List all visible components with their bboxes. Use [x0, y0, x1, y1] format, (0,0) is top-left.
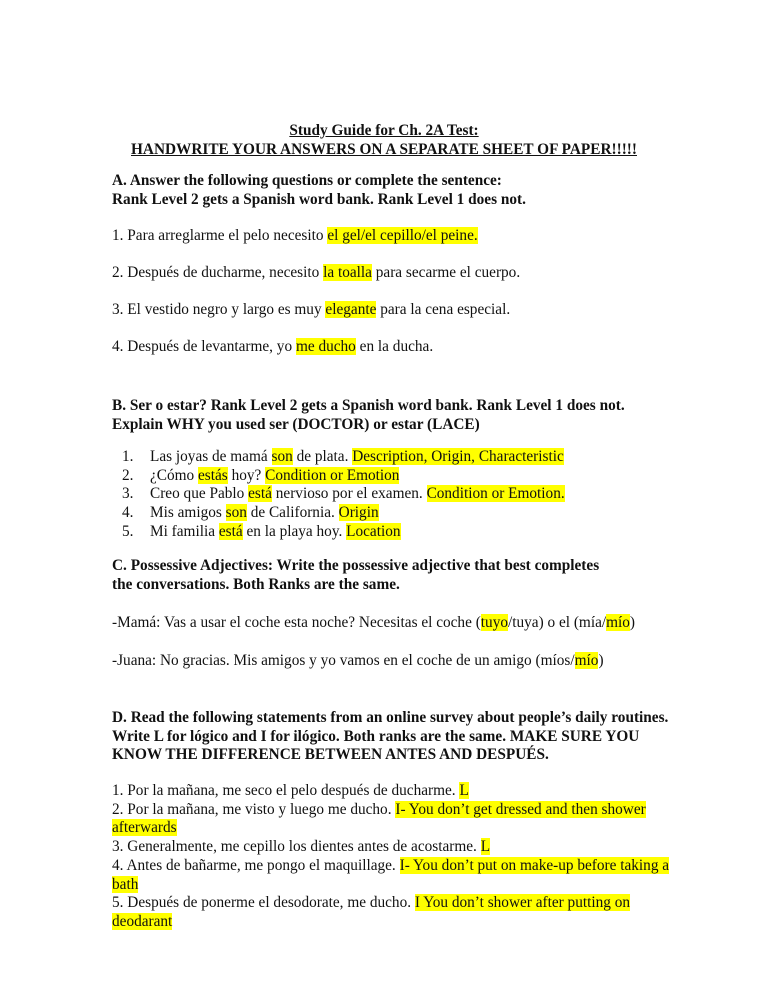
highlighted-answer: Condition or Emotion	[265, 466, 400, 484]
title-line: Study Guide for Ch. 2A Test:	[289, 122, 479, 139]
highlighted-answer: mío	[574, 651, 599, 669]
section-c-items	[112, 614, 672, 689]
highlighted-answer: son	[225, 504, 247, 522]
item-number: 5.	[122, 522, 134, 540]
highlighted-answer: I- You don’t get dressed and then shower afterwards	[112, 800, 646, 837]
highlighted-answer: Description, Origin, Characteristic	[352, 448, 564, 465]
question-text: 4. Antes de bañarme, me pongo el maquillage.	[112, 856, 400, 874]
question-text: )	[629, 614, 636, 631]
question-item	[112, 338, 672, 357]
question-item	[112, 894, 672, 931]
section-a-items	[112, 227, 672, 375]
question-text: -Mamá: Vas a usar el coche esta noche? Necesitas el coche (	[112, 614, 481, 631]
highlighted-answer: me ducho	[295, 338, 356, 355]
document-title	[0, 122, 768, 159]
title-instruction: HANDWRITE YOUR ANSWERS ON A SEPARATE SHEET OF PAPER!!!!!	[131, 140, 637, 158]
question-text: hoy?	[227, 466, 266, 484]
question-item	[112, 523, 672, 542]
item-number: 2.	[122, 466, 134, 484]
question-text: 1. Por la mañana, me seco el pelo después de ducharme.	[112, 782, 460, 799]
section-c-heading	[112, 557, 672, 594]
question-item	[112, 485, 672, 504]
heading-line: C. Possessive Adjectives: Write the possessive adjective that best completes	[112, 557, 600, 574]
question-text: para secarme el cuerpo.	[371, 264, 521, 281]
heading-line: the conversations. Both Ranks are the same.	[112, 575, 400, 593]
question-text: 5. Después de ponerme el desodorate, me ducho.	[112, 894, 415, 912]
section-a-heading	[112, 172, 672, 209]
question-item	[112, 504, 672, 523]
item-number: 3.	[122, 485, 134, 503]
question-item	[112, 838, 672, 857]
question-text: 1. Para arreglarme el pelo necesito	[112, 227, 328, 244]
highlighted-answer: L	[480, 838, 491, 856]
question-text: Mis amigos	[150, 504, 226, 522]
highlighted-answer: la toalla	[323, 264, 372, 281]
heading-line: B. Ser o estar? Rank Level 2 gets a Spanish word bank. Rank Level 1 does not.	[112, 397, 625, 414]
section-b-heading	[112, 397, 672, 434]
heading-line: Explain WHY you used ser (DOCTOR) or estar (LACE)	[112, 415, 480, 433]
highlighted-answer: I You don’t shower after putting on deodarant	[112, 894, 631, 930]
question-text: en la ducha.	[355, 338, 434, 355]
item-number: 1.	[122, 448, 134, 465]
question-item	[112, 301, 672, 320]
question-text: nervioso por el examen.	[271, 485, 427, 503]
question-text: -Juana: No gracias. Mis amigos y yo vamos en el coche de un amigo (míos/	[112, 651, 575, 669]
question-text: Las joyas de mamá	[150, 448, 272, 465]
question-item	[112, 801, 672, 838]
question-text: Creo que Pablo	[150, 485, 249, 503]
heading-line: A. Answer the following questions or complete the sentence:	[112, 172, 502, 189]
question-text: de plata.	[292, 448, 353, 465]
question-text: ¿Cómo	[150, 466, 199, 484]
question-text: Mi familia	[150, 522, 219, 540]
highlighted-answer: Location	[346, 522, 401, 540]
highlighted-answer: Condition or Emotion.	[426, 485, 565, 503]
highlighted-answer: está	[218, 522, 243, 540]
highlighted-answer: está	[248, 485, 272, 503]
question-text: de California.	[246, 504, 339, 522]
highlighted-answer: elegante	[325, 301, 377, 318]
highlighted-answer: estás	[198, 466, 228, 484]
highlighted-answer: tuyo	[480, 614, 508, 631]
highlighted-answer: mío	[606, 614, 630, 631]
question-item	[112, 857, 672, 894]
question-item	[112, 652, 672, 671]
highlighted-answer: L	[459, 782, 469, 799]
question-item	[112, 467, 672, 486]
question-text: 2. Después de ducharme, necesito	[112, 264, 324, 281]
question-text: 3. El vestido negro y largo es muy	[112, 301, 326, 318]
question-text: para la cena especial.	[376, 301, 511, 318]
question-text: 4. Después de levantarme, yo	[112, 338, 296, 355]
question-text: /tuya) o el (mía/	[508, 614, 607, 631]
question-item	[112, 448, 672, 467]
question-item	[112, 264, 672, 283]
section-b-items	[112, 448, 672, 542]
question-item	[112, 227, 672, 246]
item-number: 4.	[122, 504, 134, 522]
heading-line: Rank Level 2 gets a Spanish word bank. Rank Level 1 does not.	[112, 190, 526, 208]
highlighted-answer: Origin	[338, 504, 379, 522]
question-item	[112, 782, 672, 801]
heading-line: D. Read the following statements from an online survey about people’s daily routines. Write L for lógico and I for ilógico. Both ranks are the same. MAKE SURE YOU KNOW THE DIFFERENCE BETWEEN ANTES AND DESPUÉS.	[112, 709, 669, 764]
question-item	[112, 614, 672, 633]
question-text: )	[598, 651, 604, 669]
highlighted-answer: el gel/el cepillo/el peine.	[327, 227, 478, 244]
highlighted-answer: son	[271, 448, 293, 465]
highlighted-answer: I- You don’t put on make-up before taking a bath	[112, 856, 670, 893]
question-text: 3. Generalmente, me cepillo los dientes antes de acostarme.	[112, 838, 481, 856]
section-d-heading	[112, 709, 672, 765]
section-d-items	[112, 782, 672, 932]
question-text: en la playa hoy.	[242, 522, 347, 540]
question-text: 2. Por la mañana, me visto y luego me ducho.	[112, 800, 396, 818]
